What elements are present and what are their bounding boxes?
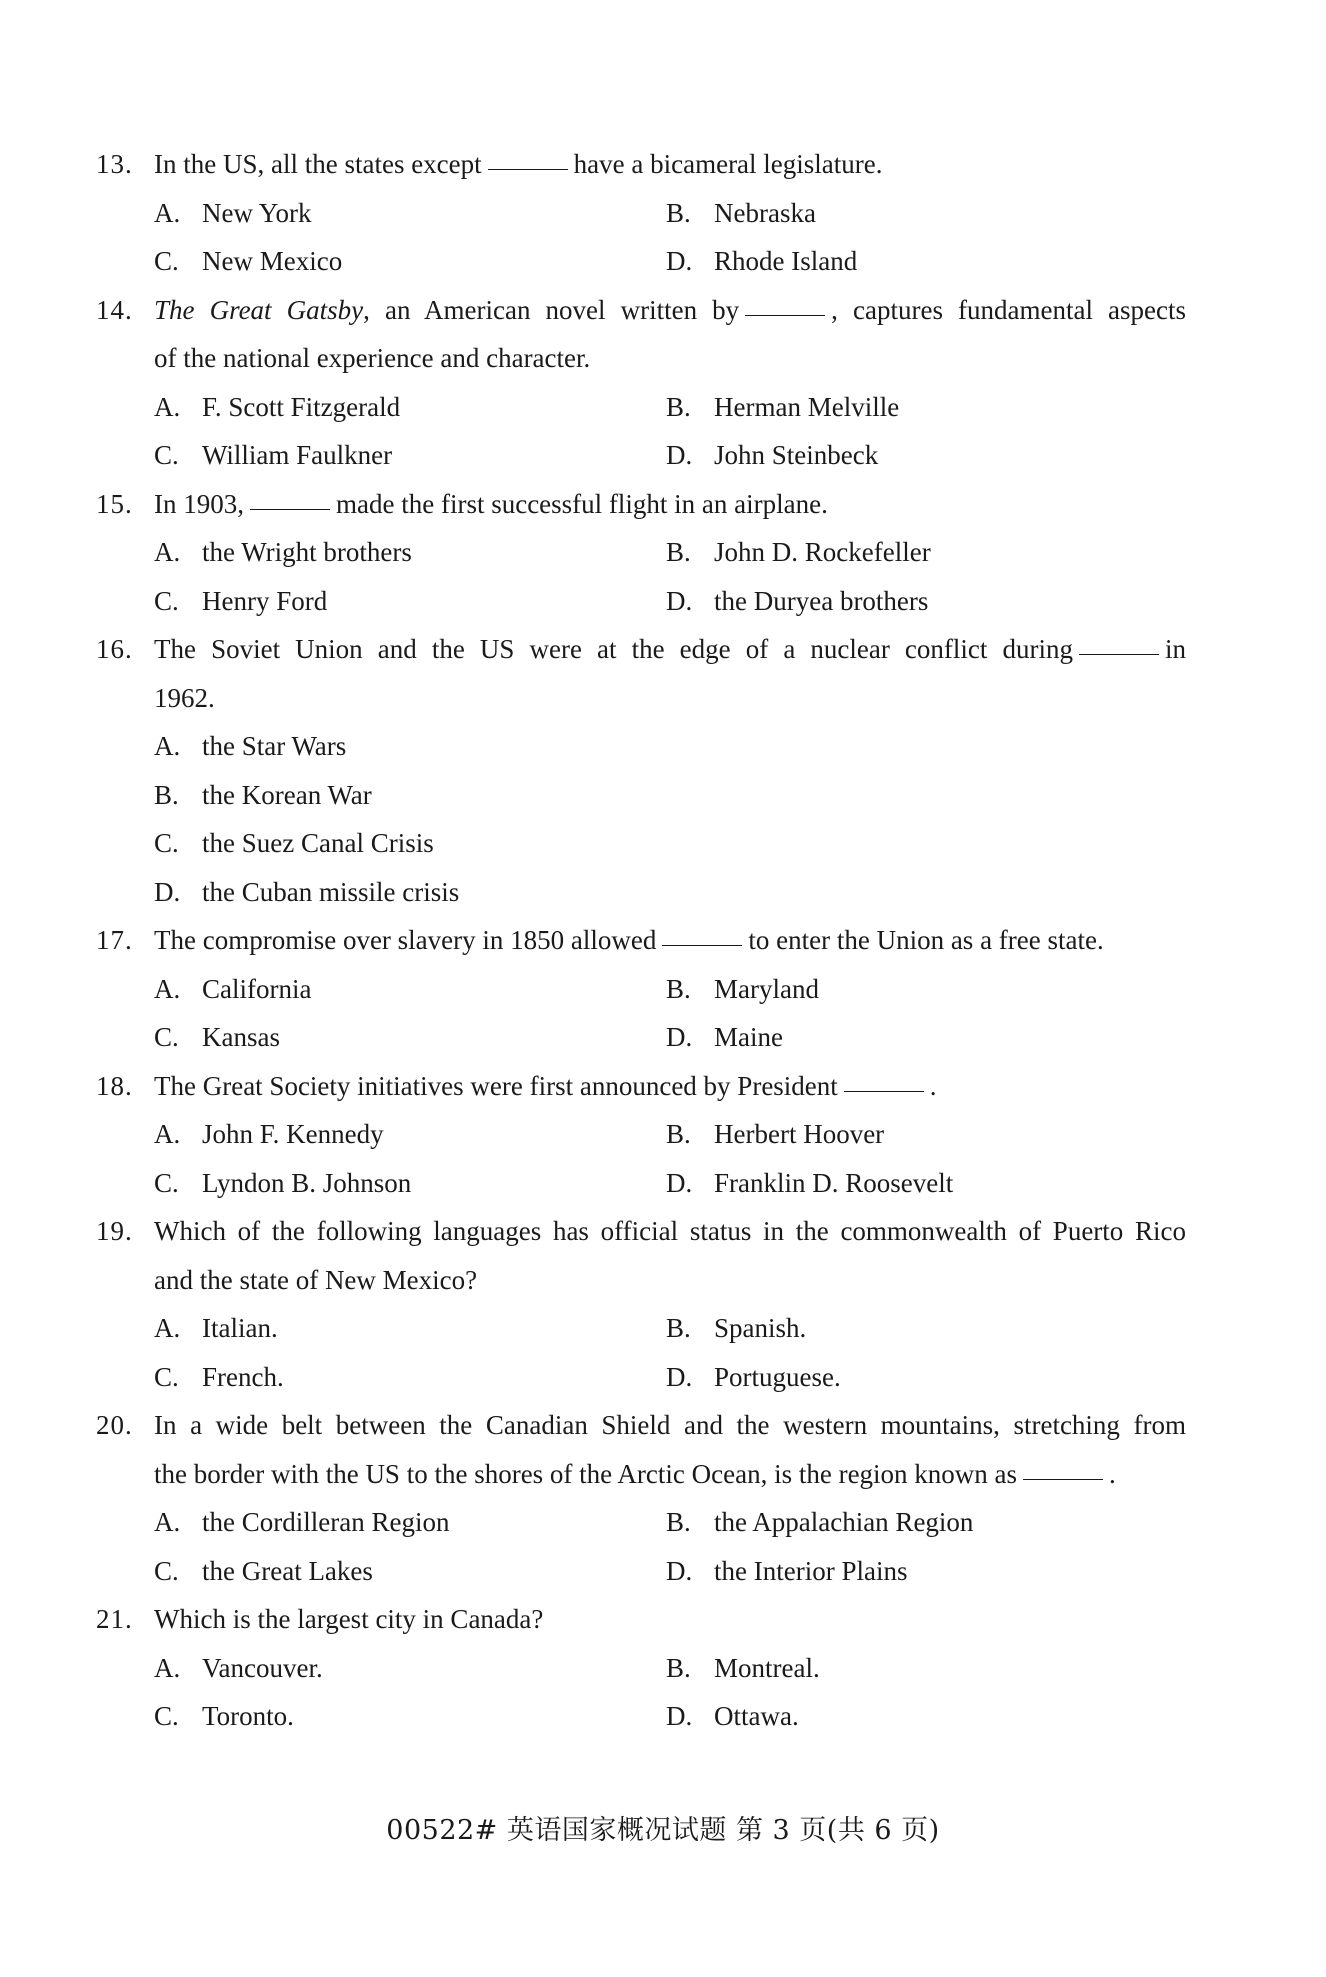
options <box>154 722 1186 916</box>
question-20 <box>96 1401 1186 1595</box>
option-b: B. Montreal. <box>666 1652 820 1683</box>
question-text-continued: and the state of New Mexico? <box>154 1264 478 1295</box>
question-16 <box>96 625 1186 916</box>
answer-blank <box>844 1090 924 1092</box>
answer-blank <box>488 168 568 170</box>
question-17 <box>96 916 1186 1062</box>
option-a: A. F. Scott Fitzgerald <box>154 391 401 422</box>
option-c: C. Henry Ford <box>154 585 328 616</box>
answer-blank <box>745 314 825 316</box>
question-number: 21. <box>96 1604 133 1634</box>
question-13 <box>96 140 1186 286</box>
options <box>154 1498 1186 1595</box>
options <box>154 528 1186 625</box>
page-footer: 00522# 英语国家概况试题 第 3 页(共 6 页) <box>386 1815 940 1846</box>
question-text: Which of the following languages has official status in the commonwealth of Puerto Rico <box>154 1216 1186 1246</box>
answer-blank <box>250 508 330 510</box>
option-a: A. California <box>154 973 312 1004</box>
book-title: The Great Gatsby <box>154 294 364 325</box>
question-number: 16. <box>96 634 133 664</box>
option-d: D. the Duryea brothers <box>666 585 929 616</box>
option-d: D. Portuguese. <box>666 1361 841 1392</box>
option-c: C. Toronto. <box>154 1701 294 1731</box>
option-c: C. Kansas <box>154 1022 280 1052</box>
option-c: C. French. <box>154 1361 284 1392</box>
option-d: D. Maine <box>666 1022 783 1052</box>
options <box>154 383 1186 480</box>
question-19 <box>96 1207 1186 1401</box>
question-number: 14. <box>96 294 133 325</box>
option-d: D. Ottawa. <box>666 1701 799 1731</box>
option-b: B. Nebraska <box>666 197 816 228</box>
option-a: A. Italian. <box>154 1313 278 1343</box>
option-d: D. the Cuban missile crisis <box>154 876 460 907</box>
question-text: The Great Society initiatives were first announced by President . <box>154 1070 937 1101</box>
question-text: The Great Gatsby, an American novel written by , captures fundamental aspects <box>154 294 1187 325</box>
option-c: C. the Great Lakes <box>154 1555 373 1586</box>
question-21 <box>96 1595 1186 1741</box>
option-c: C. Lyndon B. Johnson <box>154 1167 412 1198</box>
question-text: In a wide belt between the Canadian Shield and the western mountains, stretching from <box>154 1410 1186 1440</box>
options <box>154 1304 1186 1401</box>
question-text: The Soviet Union and the US were at the edge of a nuclear conflict during in <box>154 634 1186 664</box>
option-d: D. the Interior Plains <box>666 1555 908 1586</box>
option-d: D. John Steinbeck <box>666 440 879 470</box>
option-b: B. Spanish. <box>666 1313 807 1343</box>
question-text-continued: of the national experience and character. <box>154 343 591 373</box>
question-text: Which is the largest city in Canada? <box>154 1604 544 1634</box>
option-d: D. Rhode Island <box>666 246 858 276</box>
option-c: C. the Suez Canal Crisis <box>154 828 434 858</box>
option-c: C. New Mexico <box>154 246 343 276</box>
question-number: 13. <box>96 149 133 179</box>
options <box>154 189 1186 286</box>
question-number: 15. <box>96 488 133 519</box>
option-a: A. John F. Kennedy <box>154 1119 384 1149</box>
question-15 <box>96 480 1186 626</box>
question-number: 19. <box>96 1216 133 1246</box>
option-a: A. the Cordilleran Region <box>154 1507 450 1537</box>
option-d: D. Franklin D. Roosevelt <box>666 1167 954 1198</box>
options <box>154 1644 1186 1741</box>
question-text: In the US, all the states except have a bicameral legislature. <box>154 149 883 179</box>
option-b: B. the Appalachian Region <box>666 1507 974 1537</box>
question-text: The compromise over slavery in 1850 allowed to enter the Union as a free state. <box>154 925 1104 955</box>
option-c: C. William Faulkner <box>154 440 393 470</box>
options <box>154 1110 1186 1207</box>
question-number: 20. <box>96 1410 133 1440</box>
question-number: 18. <box>96 1070 133 1101</box>
option-b: B. the Korean War <box>154 779 372 810</box>
question-14 <box>96 286 1186 480</box>
option-b: B. Herman Melville <box>666 391 900 422</box>
option-a: A. the Star Wars <box>154 731 347 761</box>
answer-blank <box>1079 653 1159 655</box>
question-text-continued: the border with the US to the shores of the Arctic Ocean, is the region known as . <box>154 1458 1116 1489</box>
question-text: In 1903, made the first successful flight in an airplane. <box>154 488 828 519</box>
answer-blank <box>1023 1478 1103 1480</box>
question-list <box>96 140 1186 1741</box>
option-b: B. Herbert Hoover <box>666 1119 885 1149</box>
answer-blank <box>662 944 742 946</box>
option-a: A. the Wright brothers <box>154 537 412 567</box>
options <box>154 965 1186 1062</box>
option-b: B. Maryland <box>666 973 819 1004</box>
option-a: A. New York <box>154 197 312 228</box>
option-a: A. Vancouver. <box>154 1652 323 1683</box>
question-text-continued: 1962. <box>154 682 215 713</box>
question-18 <box>96 1062 1186 1208</box>
question-number: 17. <box>96 925 133 955</box>
option-b: B. John D. Rockefeller <box>666 537 931 567</box>
